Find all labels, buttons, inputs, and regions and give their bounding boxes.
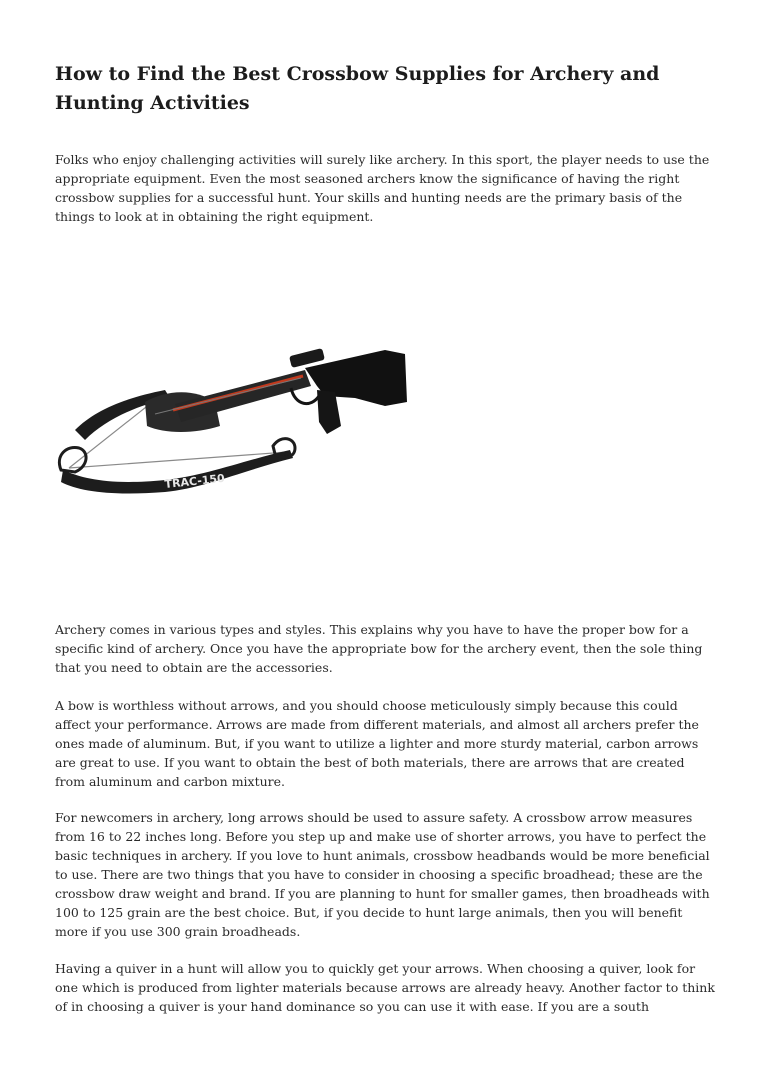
paragraph-types: Archery comes in various types and styles. This explains why you have to have the proper bow for a specific kind of archery. Once you have the appropriate bow for the archery event, then the sole thing that you need to obtain are the accessories. — [55, 622, 703, 675]
crossbow-image — [55, 330, 415, 510]
paragraph-intro: Folks who enjoy challenging activities will surely like archery. In this sport, the player needs to use the appropriate equipment. Even the most seasoned archers know the significance of having the right crossbow supplies for a successful hunt. Your skills and hunting needs are the primary basis of the things to look at in obtaining the right equipment. — [55, 152, 710, 224]
paragraph-newcomers: For newcomers in archery, long arrows should be used to assure safety. A crossbow arrow measures from 16 to 22 inches long. Before you step up and make use of shorter arrows, you have to perfect the basic techniques in archery. If you love to hunt animals, crossbow headbands would be more beneficial to use. There are two things that you have to consider in choosing a specific broadhead; these are the crossbow draw weight and brand. If you are planning to hunt for smaller games, then broadheads with 100 to 125 grain are the best choice. But, if you decide to hunt large animals, then you will benefit more if you use 300 grain broadheads. — [55, 810, 710, 939]
article-title: How to Find the Best Crossbow Supplies for Archery and Hunting Activities — [55, 63, 660, 114]
paragraph-arrows: A bow is worthless without arrows, and you should choose meticulously simply because this could affect your performance. Arrows are made from different materials, and almost all archers prefer the ones made of aluminum. But, if you want to utilize a lighter and more sturdy material, carbon arrows are great to use. If you want to obtain the best of both materials, there are arrows that are created from aluminum and carbon mixture. — [55, 698, 699, 789]
paragraph-quiver: Having a quiver in a hunt will allow you to quickly get your arrows. When choosing a quiver, look for one which is produced from lighter materials because arrows are already heavy. Another factor to think of in choosing a quiver is your hand dominance so you can use it with ease. If you are a south — [55, 961, 715, 1014]
crossbow-label: TRAC-150 — [163, 471, 226, 491]
